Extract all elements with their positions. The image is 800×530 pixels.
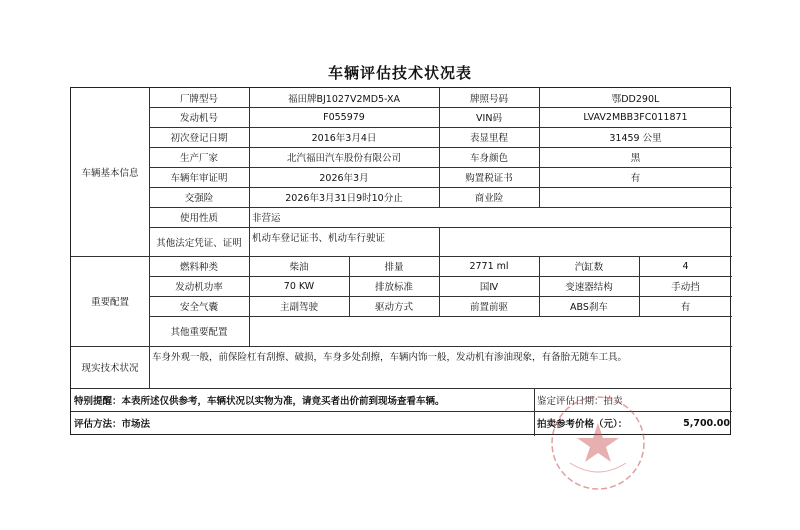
value-displacement: 2771 ml xyxy=(469,260,509,272)
section-basic-info: 车辆基本信息 xyxy=(81,168,139,179)
label-inspection: 车辆年审证明 xyxy=(170,173,228,184)
assessment-table xyxy=(70,87,731,435)
value-cylinders: 4 xyxy=(682,260,689,272)
value-abs: 有 xyxy=(680,302,691,313)
value-docs: 机动车登记证书、机动车行驶证 xyxy=(252,233,386,244)
label-engine-no: 发动机号 xyxy=(179,113,218,124)
price-value: 5,700.00 xyxy=(683,417,730,429)
value-drive: 前置前驱 xyxy=(469,302,508,313)
price-label: 拍卖参考价格（元）： xyxy=(537,419,628,430)
label-reg-date: 初次登记日期 xyxy=(170,133,228,144)
method-text: 评估方法：市场法 xyxy=(74,419,151,430)
value-gearbox: 手动挡 xyxy=(671,282,700,293)
label-abs: ABS刹车 xyxy=(570,302,608,313)
value-tax: 有 xyxy=(630,173,641,184)
section-status: 现实技术状况 xyxy=(81,363,139,374)
label-airbag: 安全气囊 xyxy=(179,302,218,313)
label-emission: 排放标准 xyxy=(374,282,413,293)
value-engine-no: F055979 xyxy=(323,111,365,123)
notice-text: 特别提醒：本表所述仅供参考，车辆状况以实物为准，请竞买者出价前到现场查看车辆。 xyxy=(74,395,445,407)
label-gearbox: 变速器结构 xyxy=(565,282,613,293)
label-tax: 购置税证书 xyxy=(465,173,513,184)
value-plate-no: 鄂DD290L xyxy=(611,93,660,105)
status-text: 车身外观一般，前保险杠有刮擦、破损，车身多处刮擦，车辆内饰一般，发动机有渗油现象，有备胎无随车工具。 xyxy=(152,352,628,363)
page-title: 车辆评估技术状况表 xyxy=(327,64,472,82)
value-power: 70 KW xyxy=(283,280,315,292)
value-vin: LVAV2MBB3FC011871 xyxy=(583,111,688,123)
label-cylinders: 汽缸数 xyxy=(574,262,604,273)
label-color: 车身颜色 xyxy=(469,153,508,164)
value-fuel: 柴油 xyxy=(289,262,309,273)
value-plate-model: 福田牌BJ1027V2MD5-XA xyxy=(287,93,401,105)
appraisal-date: 鉴定评估日期：拍卖 xyxy=(537,395,623,407)
label-mileage: 表显里程 xyxy=(469,133,508,144)
label-vin: VIN码 xyxy=(476,113,502,124)
label-displacement: 排量 xyxy=(384,262,404,273)
value-usage: 非营运 xyxy=(252,213,281,224)
label-plate-no: 牌照号码 xyxy=(469,93,508,105)
label-maker: 生产厂家 xyxy=(179,153,218,164)
label-plate-model: 厂牌型号 xyxy=(179,93,218,105)
label-other-config: 其他重要配置 xyxy=(170,327,228,338)
section-config: 重要配置 xyxy=(90,297,129,308)
value-reg-date: 2016年3月4日 xyxy=(311,133,377,144)
value-emission: 国Ⅳ xyxy=(479,282,499,293)
label-commercial: 商业险 xyxy=(474,193,504,204)
label-docs: 其他法定凭证、证明 xyxy=(156,237,242,249)
value-airbag: 主副驾驶 xyxy=(279,302,318,313)
label-insurance: 交强险 xyxy=(184,193,214,204)
label-usage: 使用性质 xyxy=(179,213,218,224)
official-seal-stamp xyxy=(548,393,648,493)
value-maker: 北汽福田汽车股份有限公司 xyxy=(286,153,401,164)
label-power: 发动机功率 xyxy=(175,282,223,293)
value-color: 黑 xyxy=(630,153,641,164)
label-drive: 驱动方式 xyxy=(374,302,413,313)
value-other-config xyxy=(249,316,732,346)
value-insurance: 2026年3月31日9时10分止 xyxy=(285,193,403,204)
value-commercial xyxy=(539,187,732,207)
value-inspection: 2026年3月 xyxy=(319,173,369,184)
value-mileage: 31459 公里 xyxy=(609,133,662,144)
label-fuel: 燃料种类 xyxy=(179,262,218,273)
